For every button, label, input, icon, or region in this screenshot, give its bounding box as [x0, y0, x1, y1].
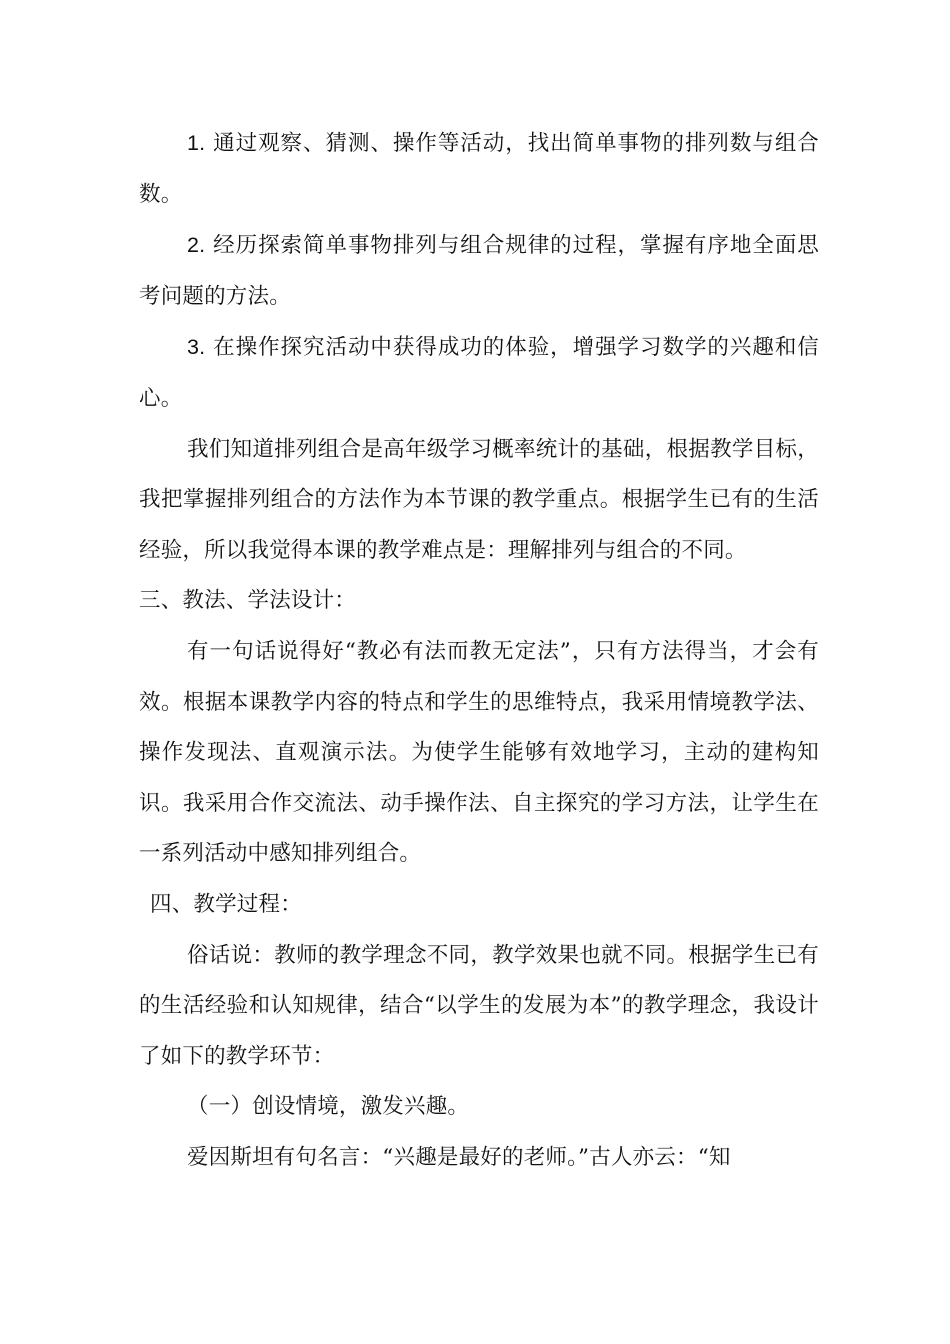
methods-paragraph: 有一句话说得好“教必有法而教无定法”，只有方法得当，才会有效。根据本课教学内容的特点和学生的思维特点，我采用情境教学法、操作发现法、直观演示法。为使学生能够有效地学习，主动的建构知识。我采用合作交流法、动手操作法、自主探究的学习方法，让学生在一系列活动中感知排列组合。	[139, 638, 819, 867]
process-paragraph: 俗话说：教师的教学理念不同，教学效果也就不同。根据学生已有的生活经验和认知规律，结合“以学生的发展为本”的教学理念，我设计了如下的教学环节：	[139, 942, 819, 1069]
key-points-paragraph: 我们知道排列组合是高年级学习概率统计的基础，根据教学目标，我把掌握排列组合的方法作为本节课的教学重点。根据学生已有的生活经验，所以我觉得本课的教学难点是：理解排列与组合的不同。	[139, 436, 819, 563]
section-heading-methods: 三、教法、学法设计：	[139, 588, 357, 614]
quote-paragraph: 爱因斯坦有句名言：“兴趣是最好的老师。”古人亦云：“知	[187, 1144, 731, 1170]
objective-number: 3.	[187, 335, 206, 360]
objective-number: 2.	[187, 233, 206, 258]
objective-text: 通过观察、猜测、操作等活动，找出简单事物的排列数与组合数。	[139, 131, 819, 207]
objective-item-2	[139, 220, 819, 322]
objective-number: 1.	[187, 131, 206, 155]
objective-item-1	[139, 118, 819, 220]
document-body	[139, 118, 819, 1183]
objective-text: 在操作探究活动中获得成功的体验，增强学习数学的兴趣和信心。	[139, 335, 819, 411]
objective-text: 经历探索简单事物排列与组合规律的过程，掌握有序地全面思考问题的方法。	[139, 233, 819, 309]
section-heading-process: 四、教学过程：	[150, 891, 302, 917]
subsection-heading-1: （一）创设情境，激发兴趣。	[187, 1094, 470, 1120]
objective-item-3	[139, 322, 819, 424]
